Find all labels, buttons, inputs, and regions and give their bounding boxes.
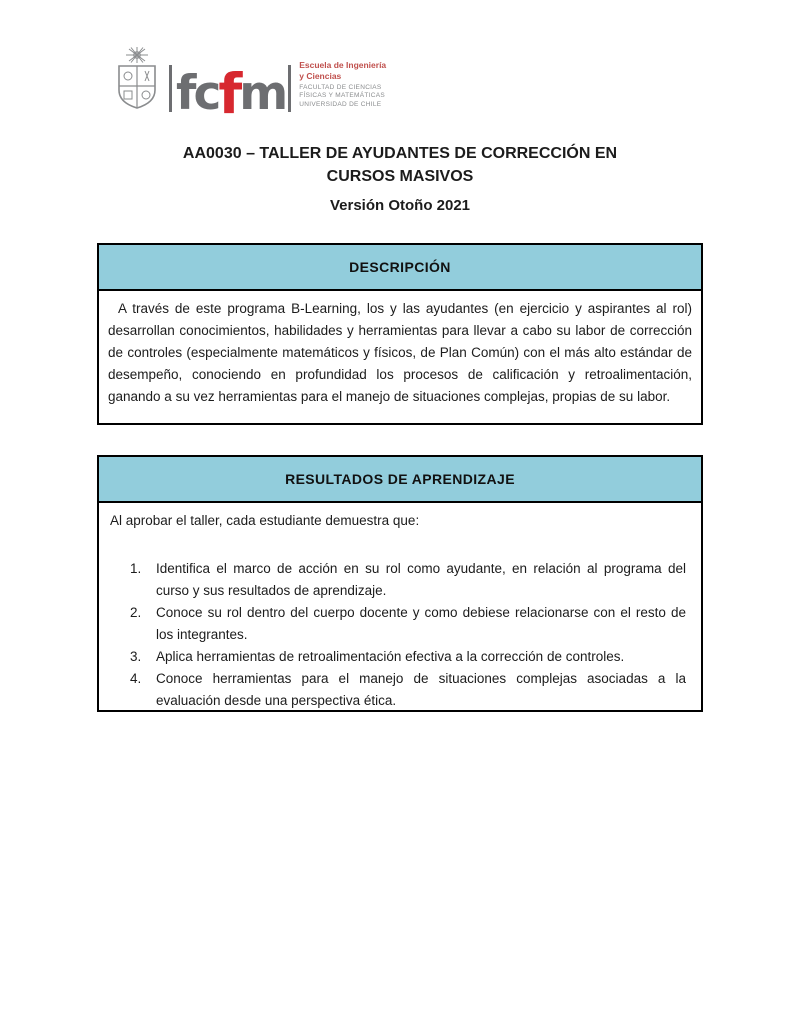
fcfm-logo [112, 46, 387, 127]
list-item [130, 558, 692, 602]
resultados-list [108, 558, 692, 712]
wordmark-m: m [239, 66, 286, 122]
list-item-text: Identifica el marco de acción en su rol como ayudante, en relación al programa del curso y sus resultados de aprendizaje. [156, 561, 686, 598]
logo-school-line2: y Ciencias [299, 71, 342, 82]
list-item [130, 646, 692, 668]
section-resultados-header [97, 455, 703, 503]
section-resultados-body [97, 503, 703, 712]
section-descripcion-header [97, 243, 703, 291]
course-version: Versión Otoño 2021 [329, 197, 471, 214]
wordmark-right-bar [288, 65, 291, 112]
list-item [130, 668, 692, 712]
logo-caption [299, 60, 386, 112]
list-item [130, 602, 692, 646]
course-title-line2: CURSOS MASIVOS [326, 168, 474, 185]
section-descripcion-body [97, 291, 703, 425]
logo-faculty-line3: UNIVERSIDAD DE CHILE [299, 100, 382, 108]
wordmark-red-f: f [218, 62, 240, 127]
descripcion-paragraph: A través de este programa B-Learning, los y las ayudantes (en ejercicio y aspirantes al rol) desarrollan conocimientos, habilidades y herramientas para llevar a cabo su labor de corrección de controles (especialmente matemáticos y físicos, de Plan Común) con el más alto estándar de desempeño, conociendo en profundidad los procesos de calificación y retroalimentación, ganando a su vez herramientas para el manejo de situaciones complejas, propias de su labor. [108, 301, 692, 404]
fcfm-wordmark [169, 62, 291, 127]
logo-faculty-line2: FÍSICAS Y MATEMÁTICAS [299, 92, 385, 100]
resultados-intro: Al aprobar el taller, cada estudiante demuestra que: [110, 513, 420, 528]
section-resultados-title: RESULTADOS DE APRENDIZAJE [285, 471, 515, 487]
section-descripcion-title: DESCRIPCIÓN [349, 259, 451, 275]
section-descripcion [97, 243, 703, 425]
wordmark-fc: fc [176, 66, 219, 122]
course-title-line1: AA0030 – TALLER DE AYUDANTES DE CORRECCIÓN EN [182, 145, 618, 162]
list-item-number: 2. [130, 605, 142, 620]
course-title [0, 142, 800, 188]
logo-school-line1: Escuela de Ingeniería [299, 60, 387, 71]
list-item-number: 1. [130, 561, 142, 576]
universidad-de-chile-shield-icon [112, 46, 162, 112]
logo-faculty-line1: FACULTAD DE CIENCIAS [299, 83, 382, 91]
wordmark-letters [172, 62, 288, 127]
list-item-text: Aplica herramientas de retroalimentación efectiva a la corrección de controles. [156, 649, 625, 664]
section-resultados [97, 455, 703, 712]
list-item-number: 3. [130, 649, 142, 664]
list-item-text: Conoce su rol dentro del cuerpo docente y como debiese relacionarse con el resto de los integrantes. [156, 605, 686, 642]
list-item-number: 4. [130, 671, 142, 686]
list-item-text: Conoce herramientas para el manejo de situaciones complejas asociadas a la evaluación desde una perspectiva ética. [156, 671, 686, 708]
